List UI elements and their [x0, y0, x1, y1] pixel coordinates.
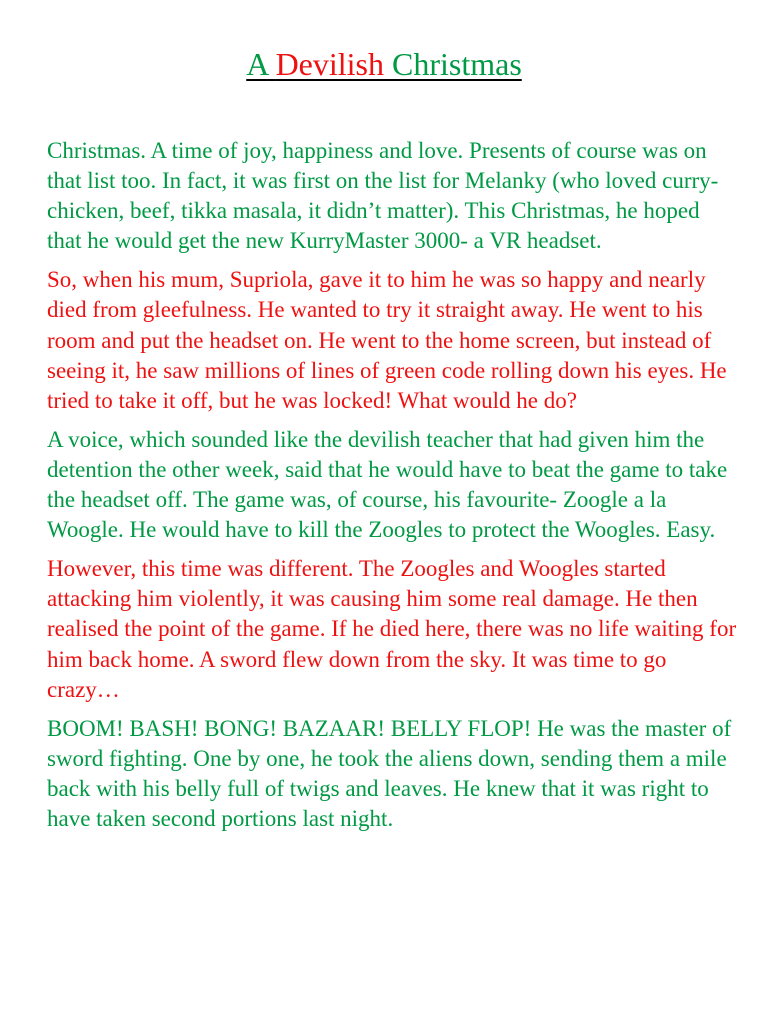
title-word-a: A: [246, 46, 268, 82]
title-word-devilish: Devilish: [275, 46, 384, 82]
paragraph-4: However, this time was different. The Zoogles and Woogles started attacking him violently, it was causing him some real damage. He then realised the point of the game. If he died here, there was no life waiting for him back home. A sword flew down from the sky. It was time to go crazy…: [47, 556, 737, 702]
paragraph-1: Christmas. A time of joy, happiness and love. Presents of course was on that list too. In fact, it was first on the list for Melanky (who loved curry- chicken, beef, tikka masala, it didn’t matter). This Christmas, he hoped that he would get the new KurryMaster 3000- a VR headset.: [47, 138, 719, 254]
story-body: [47, 136, 737, 843]
paragraph-2: So, when his mum, Supriola, gave it to him he was so happy and nearly died from gleefulness. He wanted to try it straight away. He went to his room and put the headset on. He went to the home screen, but instead of seeing it, he saw millions of lines of green code rolling down his eyes. He tried to take it off, but he was locked! What would he do?: [47, 267, 727, 413]
paragraph-3: A voice, which sounded like the devilish teacher that had given him the detention the other week, said that he would have to beat the game to take the headset off. The game was, of course, his favourite- Zoogle a la Woogle. He would have to kill the Zoogles to protect the Woogles. Easy.: [47, 426, 728, 543]
title-word-christmas: Christmas: [392, 46, 522, 82]
story-title: [0, 44, 768, 84]
paragraph-5: BOOM! BASH! BONG! BAZAAR! BELLY FLOP! He was the master of sword fighting. One by one, he took the aliens down, sending them a mile back with his belly full of twigs and leaves. He knew that it was right to have taken second portions last night.: [47, 715, 732, 831]
